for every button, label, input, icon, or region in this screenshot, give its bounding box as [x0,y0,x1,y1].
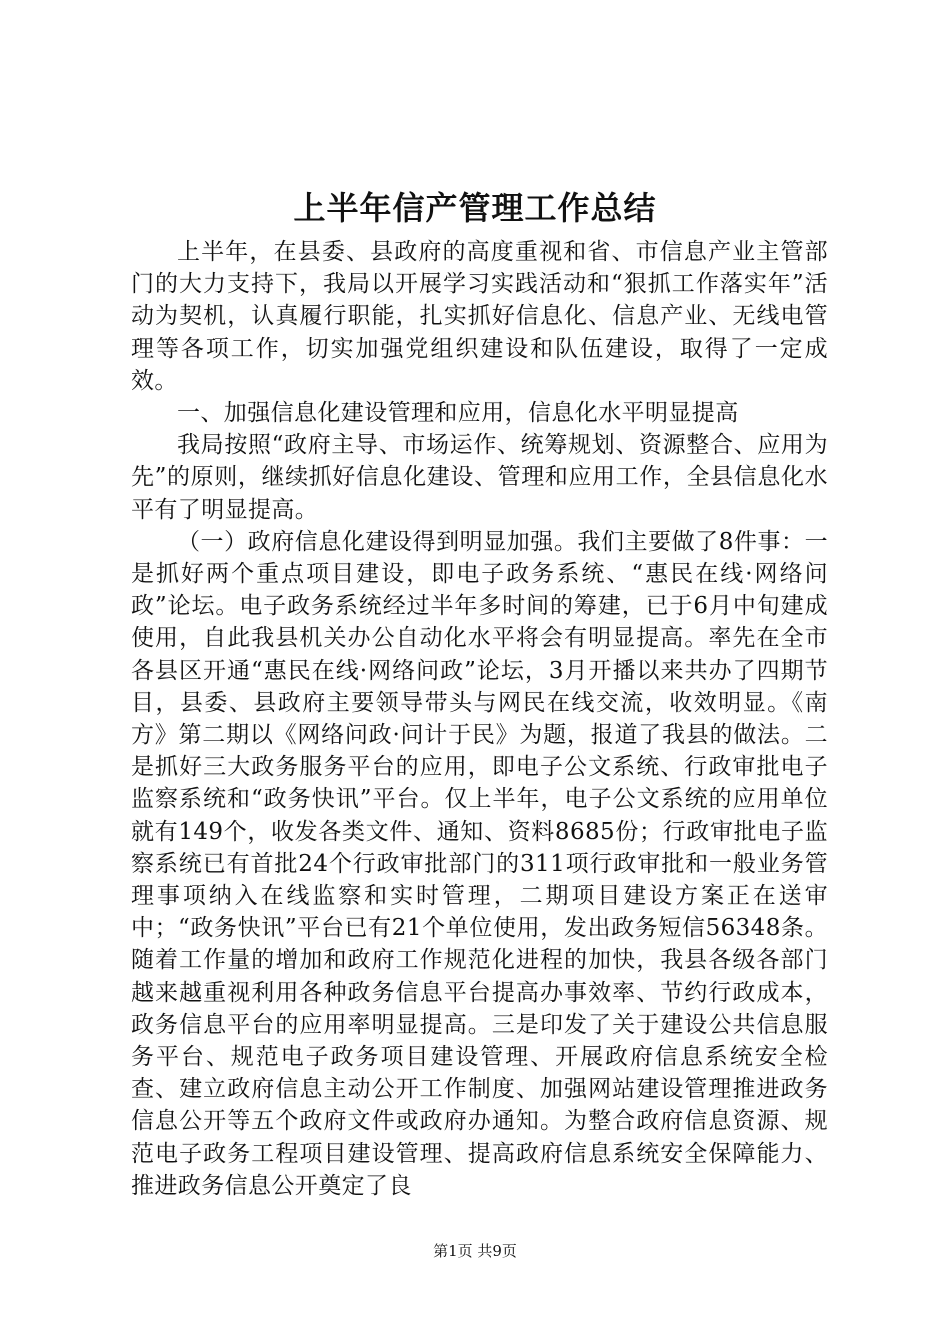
page-footer: 第1页 共9页 [433,1242,517,1260]
paragraph-subsection-1: （一）政府信息化建设得到明显加强。我们主要做了8件事：一是抓好两个重点项目建设，即电子政务系统、“惠民在线·网络问政”论坛。电子政务系统经过半年多时间的筹建，已于6月中旬建成使用，自此我县机关办公自动化水平将会有明显提高。率先在全市各县区开通“惠民在线·网络问政”论坛，3月开播以来共办了四期节目，县委、县政府主要领导带头与网民在线交流，收效明显。《南方》第二期以《网络问政·问计于民》为题，报道了我县的做法。二是抓好三大政务服务平台的应用，即电子公文系统、行政审批电子监察系统和“政务快讯”平台。仅上半年，电子公文系统的应用单位就有149个，收发各类文件、通知、资料8685份；行政审批电子监察系统已有首批24个行政审批部门的311项行政审批和一般业务管理事项纳入在线监察和实时管理，二期项目建设方案正在送审中；“政务快讯”平台已有21个单位使用，发出政务短信56348条。随着工作量的增加和政府工作规范化进程的加快，我县各级各部门越来越重视利用各种政务信息平台提高办事效率、节约行政成本，政务信息平台的应用率明显提高。三是印发了关于建设公共信息服务平台、规范电子政务项目建设管理、开展政府信息系统安全检查、建立政府信息主动公开工作制度、加强网站建设管理推进政务信息公开等五个政府文件或政府办通知。为整合政府信息资源、规范电子政务工程项目建设管理、提高政府信息系统安全保障能力、推进政务信息公开奠定了良 [131,528,828,1199]
section-heading-1: 一、加强信息化建设管理和应用，信息化水平明显提高 [177,400,739,427]
document-title: 上半年信产管理工作总结 [293,189,657,227]
paragraph-intro: 上半年，在县委、县政府的高度重视和省、市信息产业主管部门的大力支持下，我局以开展学习实践活动和“狠抓工作落实年”活动为契机，认真履行职能，扎实抓好信息化、信息产业、无线电管理等各项工作，切实加强党组织建设和队伍建设，取得了一定成效。 [131,239,828,394]
document-body [131,236,828,1202]
paragraph-section-1-intro: 我局按照“政府主导、市场运作、统筹规划、资源整合、应用为先”的原则，继续抓好信息化建设、管理和应用工作，全县信息化水平有了明显提高。 [131,432,828,523]
